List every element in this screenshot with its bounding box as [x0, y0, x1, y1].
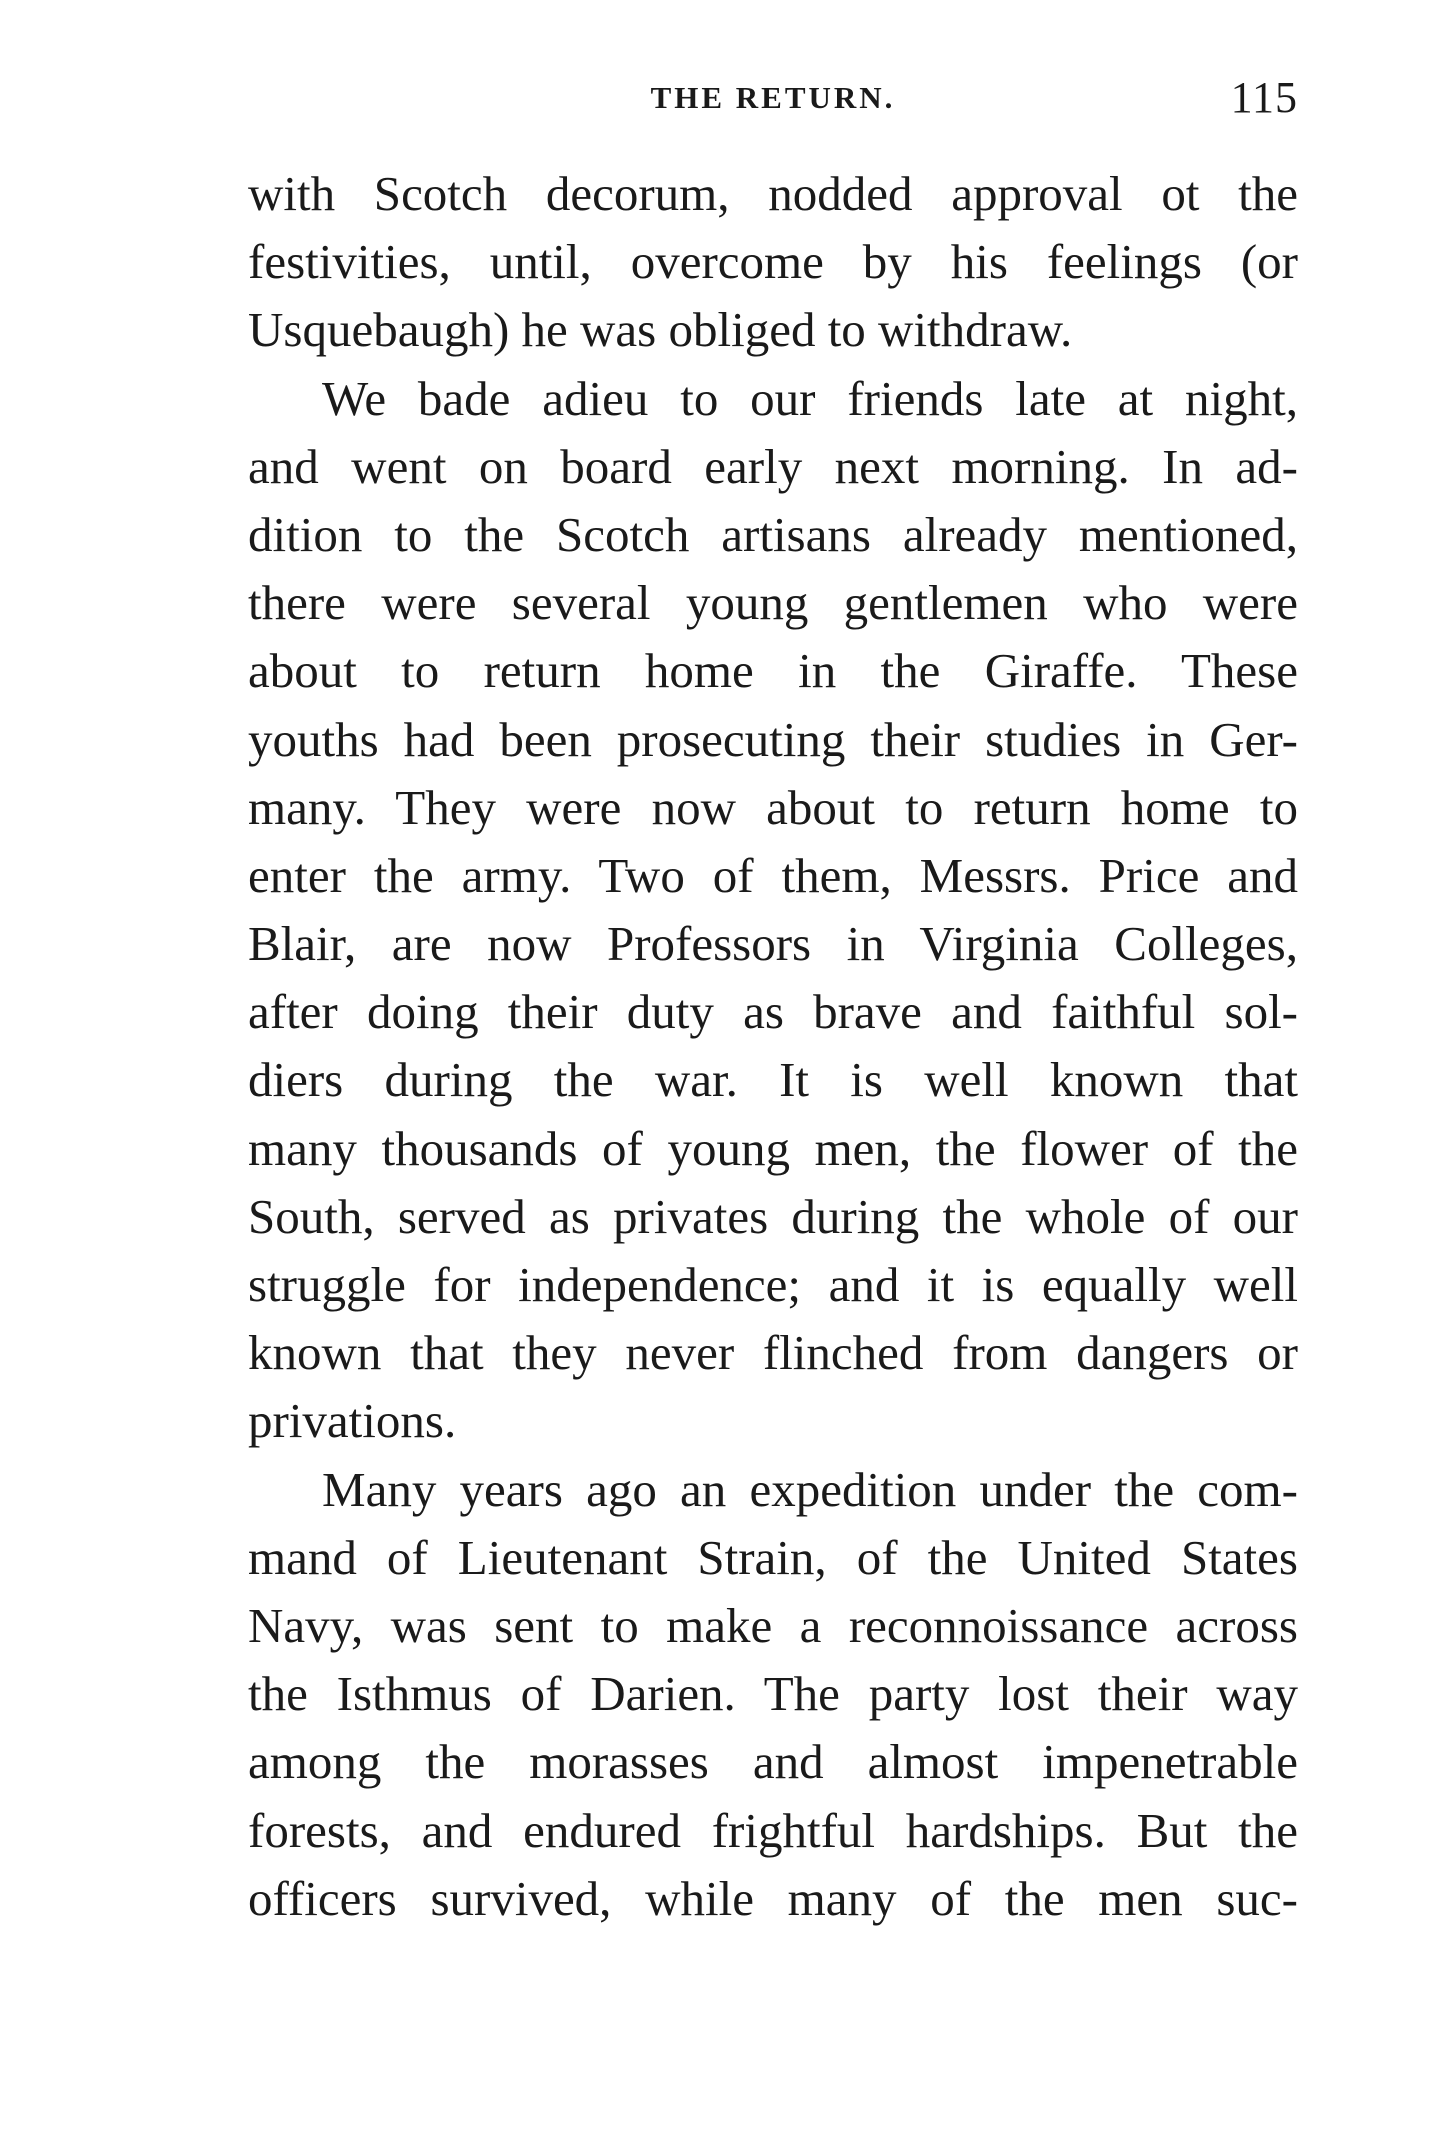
text-line: enter the army. Two of them, Messrs. Price and — [248, 847, 1298, 903]
text-line: about to return home in the Giraffe. These — [248, 643, 1298, 699]
text-line: dition to the Scotch artisans already mentioned, — [248, 506, 1298, 562]
text-line: many thousands of young men, the flower of the — [248, 1120, 1298, 1176]
page-header — [248, 72, 1298, 132]
text-line: youths had been prosecuting their studies in Ger- — [248, 711, 1298, 767]
text-line: Blair, are now Professors in Virginia Colleges, — [248, 916, 1298, 972]
text-line: diers during the war. It is well known that — [248, 1052, 1298, 1108]
text-line: mand of Lieutenant Strain, of the United States — [248, 1529, 1298, 1585]
text-line: South, served as privates during the whole of our — [248, 1188, 1298, 1244]
text-line: officers survived, while many of the men suc- — [248, 1870, 1298, 1926]
text-line: after doing their duty as brave and faithful sol- — [248, 984, 1298, 1040]
text-line: forests, and endured frightful hardships. But the — [248, 1802, 1298, 1858]
running-title: THE RETURN. — [650, 80, 896, 115]
text-line: among the morasses and almost impenetrable — [248, 1734, 1298, 1790]
text-line: struggle for independence; and it is equally well — [248, 1257, 1298, 1312]
text-line: many. They were now about to return home to — [248, 779, 1298, 835]
paragraph-start-line: Many years ago an expedition under the com- — [322, 1461, 1298, 1517]
text-line: and went on board early next morning. In ad- — [248, 438, 1298, 494]
body-text — [248, 160, 1298, 1933]
text-line: with Scotch decorum, nodded approval ot the — [248, 166, 1298, 221]
text-line: Usquebaugh) he was obliged to withdraw. — [248, 302, 1073, 358]
text-line: the Isthmus of Darien. The party lost their way — [248, 1666, 1298, 1722]
text-line: Navy, was sent to make a reconnoissance across — [248, 1597, 1298, 1653]
text-line: privations. — [248, 1393, 457, 1449]
text-line: there were several young gentlemen who were — [248, 575, 1298, 631]
paragraph-start-line: We bade adieu to our friends late at night, — [322, 370, 1298, 426]
text-line: known that they never flinched from dangers or — [248, 1325, 1298, 1381]
text-line: festivities, until, overcome by his feelings (or — [248, 234, 1298, 290]
page-number: 115 — [1230, 73, 1298, 122]
